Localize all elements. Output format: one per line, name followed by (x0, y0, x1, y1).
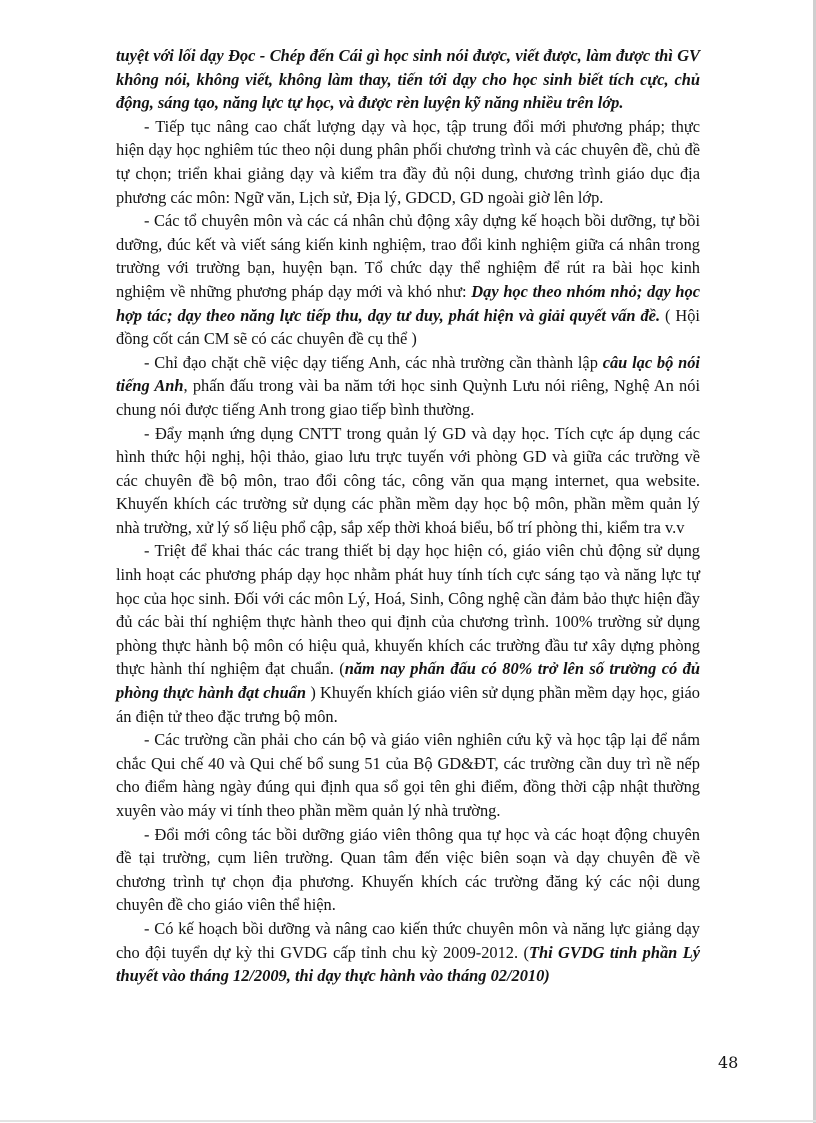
text-run: ( Hội đồng cốt cán CM sẽ có các chuyên đề cụ thể ) (116, 305, 700, 349)
text-run: - Có kế hoạch bồi dưỡng và nâng cao kiến thức chuyên môn và năng lực giảng dạy cho đội tuyển dự kỳ thi GVDG cấp tỉnh chu kỳ 2009-2012. ( (116, 918, 700, 962)
text-run: - Các trường cần phải cho cán bộ và giáo viên nghiên cứu kỹ và học tập lại để nắm chắc Qui chế 40 và Qui chế bổ sung 51 của Bộ GD&ĐT, các trường cần duy trì nề nếp cho điểm hàng ngày đúng qui định qua sổ gọi tên ghi điểm, đồng thời cập nhật thường xuyên vào máy vi tính theo phần mềm quản lý nhà trường. (116, 730, 700, 820)
text-run: ) Khuyến khích giáo viên sử dụng phần mềm dạy học, giáo án điện tử theo đặc trưng bộ môn. (116, 683, 700, 726)
paragraph-continuation (116, 44, 700, 115)
emphasis-text: Thi GVDG tỉnh phần Lý thuyết vào tháng 12/2009, thi dạy thực hành vào tháng 02/2010) (116, 942, 700, 986)
paragraph (116, 728, 700, 822)
emphasis-text: tuyệt với lối dạy Đọc - Chép đến Cái gì học sinh nói được, viết được, làm được thì GV không nói, không viết, không làm thay, tiến tới dạy cho học sinh biết tích cực, chủ động, sáng tạo, năng lực tự học, và được rèn luyện kỹ năng nhiều trên lớp. (116, 46, 700, 113)
text-run: , phấn đấu trong vài ba năm tới học sinh Quỳnh Lưu nói riêng, Nghệ An nói chung nói được tiếng Anh trong giao tiếp bình thường. (116, 376, 701, 419)
paragraph (116, 539, 700, 728)
emphasis-text: Dạy học theo nhóm nhỏ; dạy học hợp tác; dạy theo năng lực tiếp thu, dạy tư duy, phát hiện và giải quyết vấn đề. (116, 281, 700, 325)
text-run: - Triệt để khai thác các trang thiết bị dạy học hiện có, giáo viên chủ động sử dụng linh hoạt các phương pháp dạy học nhằm phát huy tính tích cực sáng tạo và năng lực tự học của học sinh. Đối với các môn Lý, Hoá, Sinh, Công nghệ cần đảm bảo thực hiện đầy đủ các bài thí nghiệm thực hành theo qui định của chương trình. 100% trường sử dụng phòng thực hành bộ môn có hiệu quả, khuyến khích các trường đầu tư xây dựng phòng thực hành thí nghiệm đạt chuẩn. ( (116, 541, 700, 679)
emphasis-text: năm nay phấn đấu có 80% trở lên số trường có đủ phòng thực hành đạt chuẩn (116, 659, 700, 703)
text-run: - Đổi mới công tác bồi dưỡng giáo viên thông qua tự học và các hoạt động chuyên đề tại trường, cụm liên trường. Quan tâm đến việc biên soạn và dạy chuyên đề về chương trình tự chọn địa phương. Khuyến khích các trường đăng ký các nội dung chuyên đề cho giáo viên thể hiện. (116, 824, 700, 915)
paragraph (116, 917, 700, 988)
paragraph (116, 422, 700, 540)
text-run: - Đẩy mạnh ứng dụng CNTT trong quản lý GD và dạy học. Tích cực áp dụng các hình thức hội nghị, hội thảo, giao lưu trực tuyến với phòng GD và giữa các trường về các chuyên đề bộ môn, trao đổi công tác, công văn qua mạng internet, qua website. Khuyến khích các trường sử dụng các phần mềm dạy học bộ môn, phần mềm quản lý nhà trường, xử lý số liệu phổ cập, sắp xếp thời khoá biểu, bố trí phòng thi, kiểm tra v.v (116, 423, 700, 537)
paragraph (116, 823, 700, 917)
text-run: - Tiếp tục nâng cao chất lượng dạy và học, tập trung đổi mới phương pháp; thực hiện dạy học nghiêm túc theo nội dung phân phối chương trình và các chuyên đề, chủ đề tự chọn; triển khai giảng dạy và kiểm tra đầy đủ nội dung, chương trình giáo dục địa phương các môn: Ngữ văn, Lịch sử, Địa lý, GDCD, GD ngoài giờ lên lớp. (116, 116, 700, 207)
paragraph (116, 351, 700, 422)
page-number: 48 (718, 1053, 739, 1072)
footer-rule (0, 1120, 816, 1122)
text-run: - Các tổ chuyên môn và các cá nhân chủ động xây dựng kế hoạch bồi dưỡng, tự bồi dưỡng, đúc kết và viết sáng kiến kinh nghiệm, trao đổi kinh nghiệm giữa cá nhân trong trường với trường bạn, huyện bạn. Tổ chức dạy thể nghiệm để rút ra bài học kinh nghiệm về những phương pháp dạy mới và khó như: (116, 211, 700, 301)
emphasis-text: câu lạc bộ nói tiếng Anh (116, 352, 700, 396)
document-body (116, 44, 700, 988)
paragraph (116, 209, 700, 351)
text-run: - Chỉ đạo chặt chẽ việc dạy tiếng Anh, các nhà trường cần thành lập (144, 352, 603, 372)
paragraph (116, 115, 700, 209)
